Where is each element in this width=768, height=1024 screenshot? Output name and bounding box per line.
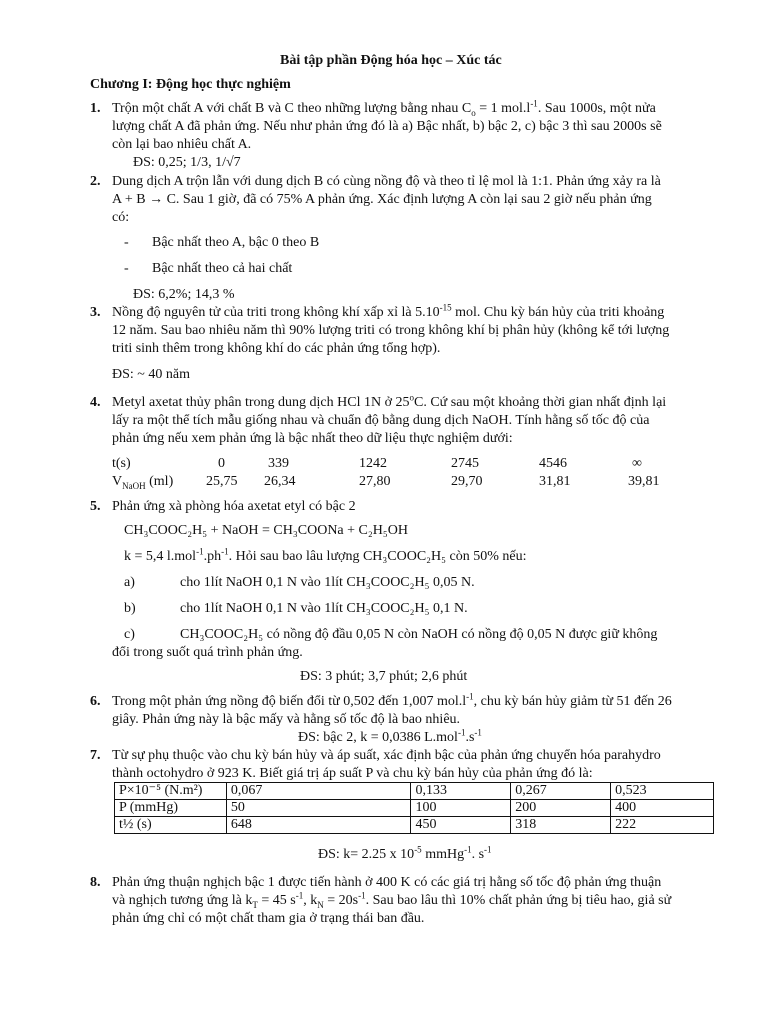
q4-time-value: ∞ [632, 456, 642, 471]
q4-volume-value: 29,70 [451, 474, 483, 489]
q6-line2: giây. Phản ứng này là bậc mấy và hằng số tốc độ là bao nhiêu. [112, 712, 461, 727]
q5-option-a-label: a) [124, 575, 135, 590]
q2-bullet2: Bậc nhất theo cả hai chất [152, 261, 293, 276]
q5-option-c: CH₃COOC₂H₅ có nồng độ đầu 0,05 N còn NaOH có nồng độ 0,05 N được giữ không [180, 627, 658, 642]
q6-number: 6. [90, 694, 101, 709]
q4-time-value: 0 [218, 456, 225, 471]
q2-bullet2-dash: - [124, 261, 129, 276]
q8-line1: Phản ứng thuận nghịch bậc 1 được tiến hành ở 400 K có các giá trị hằng số tốc độ phản ứng thuận [112, 875, 662, 890]
q4-volume-label: $V_{NaOH}$ (ml) [112, 474, 174, 491]
table-cell: P×10⁻⁵ (N.m²) [115, 783, 227, 800]
table-cell: 200 [511, 800, 611, 817]
table-cell: 0,267 [511, 783, 611, 800]
q5-answer: ĐS: 3 phút; 3,7 phút; 2,6 phút [300, 669, 468, 684]
q4-volume-value: 31,81 [539, 474, 571, 489]
q7-table [114, 782, 714, 834]
q4-volume-value: 26,34 [264, 474, 296, 489]
q4-time-value: 1242 [359, 456, 387, 471]
q4-line3: phản ứng nếu xem phản ứng là bậc nhất theo dữ liệu thực nghiệm dưới: [112, 431, 513, 446]
q5-number: 5. [90, 499, 101, 514]
q2-line1: Dung dịch A trộn lẫn với dung dịch B có cùng nồng độ và theo tỉ lệ mol là 1:1. Phản ứng xảy ra là [112, 174, 661, 189]
q4-time-label: t(s) [112, 456, 131, 471]
q5-equation: CH₃COOC₂H₅ + NaOH = CH₃COONa + C₂H₅OH [124, 523, 408, 538]
q3-line3: triti sinh thêm trong không khí do các phản ứng tổng hợp). [112, 341, 441, 356]
q4-time-row [112, 455, 732, 472]
table-cell: 648 [226, 817, 411, 834]
q2-answer: ĐS: 6,2%; 14,3 % [133, 287, 235, 302]
q3-number: 3. [90, 305, 101, 320]
q3-line1: Nồng độ nguyên tử của triti trong không khí xấp xỉ là $5.10^{-15}$ mol. Chu kỳ bán hủy của triti khoảng [112, 302, 665, 320]
q6-answer: ĐS: bậc 2, k = 0,0386 $L.mol^{-1}.s^{-1}$ [298, 727, 482, 745]
table-cell: P (mmHg) [115, 800, 227, 817]
table-cell: 0,523 [611, 783, 714, 800]
q4-line1: Metyl axetat thủy phân trong dung dịch HCl 1N ở 25$^o$C. Cứ sau một khoảng thời gian nhất định lại [112, 392, 667, 410]
q6-line1: Trong một phản ứng nồng độ biến đổi từ 0,502 đến 1,007 $mol.l^{-1}$, chu kỳ bán hủy giảm từ 51 đến 26 [112, 691, 672, 709]
q8-number: 8. [90, 875, 101, 890]
table-row [115, 783, 714, 800]
table-cell: 0,133 [411, 783, 511, 800]
q5-option-b-label: b) [124, 601, 136, 616]
q3-line2: 12 năm. Sau bao nhiêu năm thì 90% lượng triti có trong không khí bị phân hủy (không kể tới lượng [112, 323, 670, 338]
q3-answer: ĐS: ~ 40 năm [112, 367, 190, 382]
table-cell: 0,067 [226, 783, 411, 800]
q2-line3: có: [112, 210, 130, 225]
table-cell: 50 [226, 800, 411, 817]
chapter-heading: Chương I: Động học thực nghiệm [90, 77, 291, 92]
q5-line1: Phản ứng xà phòng hóa axetat etyl có bậc 2 [112, 499, 356, 514]
page-title: Bài tập phần Động hóa học – Xúc tác [280, 53, 502, 68]
q2-line2: A + B → C. Sau 1 giờ, đã có 75% A phản ứng. Xác định lượng A còn lại sau 2 giờ nếu phản ứng [112, 192, 652, 207]
q1-answer: ĐS: 0,25; 1/3, 1/√7 [133, 155, 241, 170]
q5-option-b: cho 1lít NaOH 0,1 N vào 1lít CH₃COOC₂H₅ 0,1 N. [180, 601, 468, 616]
q1-line1: Trộn một chất A với chất B và C theo những lượng bằng nhau $C_o = 1$ $mol.l^{-1}$. Sau 1000s, một nửa [112, 98, 656, 118]
q7-line2: thành octohydro ở 923 K. Biết giá trị áp suất P và chu kỳ bán hủy của phản ứng đó là: [112, 766, 593, 781]
q1-number: 1. [90, 101, 101, 116]
q7-answer: ĐS: k= 2.25 x $10^{-5}$ mmHg$^{-1}$. $s^{-1}$ [318, 844, 492, 862]
q5-option-c-label: c) [124, 627, 135, 642]
q1-line2: lượng chất A đã phản ứng. Nếu như phản ứng đó là a) Bậc nhất, b) bậc 2, c) bậc 3 thì sau 2000s sẽ [112, 119, 662, 134]
q7-number: 7. [90, 748, 101, 763]
table-cell: 400 [611, 800, 714, 817]
table-row [115, 800, 714, 817]
q2-bullet1: Bậc nhất theo A, bậc 0 theo B [152, 235, 320, 250]
q4-volume-row [112, 473, 732, 490]
q4-volume-value: 25,75 [206, 474, 238, 489]
q4-number: 4. [90, 395, 101, 410]
q4-time-value: 4546 [539, 456, 567, 471]
table-row [115, 817, 714, 834]
q4-volume-value: 39,81 [628, 474, 660, 489]
q2-number: 2. [90, 174, 101, 189]
q1-line3: còn lại bao nhiêu chất A. [112, 137, 252, 152]
q4-time-value: 2745 [451, 456, 479, 471]
table-cell: t½ (s) [115, 817, 227, 834]
table-cell: 450 [411, 817, 511, 834]
table-cell: 318 [511, 817, 611, 834]
q4-line2: lấy ra một thể tích mẫu giống nhau và chuẩn độ bằng dung dịch NaOH. Tính hằng số tốc độ của [112, 413, 650, 428]
table-cell: 222 [611, 817, 714, 834]
q5-option-c-cont: đổi trong suốt quá trình phản ứng. [112, 645, 303, 660]
q4-volume-value: 27,80 [359, 474, 391, 489]
q4-time-value: 339 [268, 456, 289, 471]
q8-line3: phản ứng chỉ có một chất tham gia ở trạng thái ban đầu. [112, 911, 425, 926]
q5-option-a: cho 1lít NaOH 0,1 N vào 1lít CH₃COOC₂H₅ 0,05 N. [180, 575, 475, 590]
q7-line1: Từ sự phụ thuộc vào chu kỳ bán hủy và áp suất, xác định bậc của phản ứng chuyển hóa parahydro [112, 748, 661, 763]
q5-rate-constant: k = 5,4 $l.mol^{-1}.ph^{-1}$. Hỏi sau bao lâu lượng CH₃COOC₂H₅ còn 50% nếu: [124, 546, 527, 564]
q8-line2: và nghịch tương ứng là $k_T = 45$ $s^{-1}$, $k_N = 20s^{-1}$. Sau bao lâu thì 10% chất phản ứng bị tiêu hao, giả sử [112, 890, 672, 910]
table-cell: 100 [411, 800, 511, 817]
q2-bullet1-dash: - [124, 235, 129, 250]
